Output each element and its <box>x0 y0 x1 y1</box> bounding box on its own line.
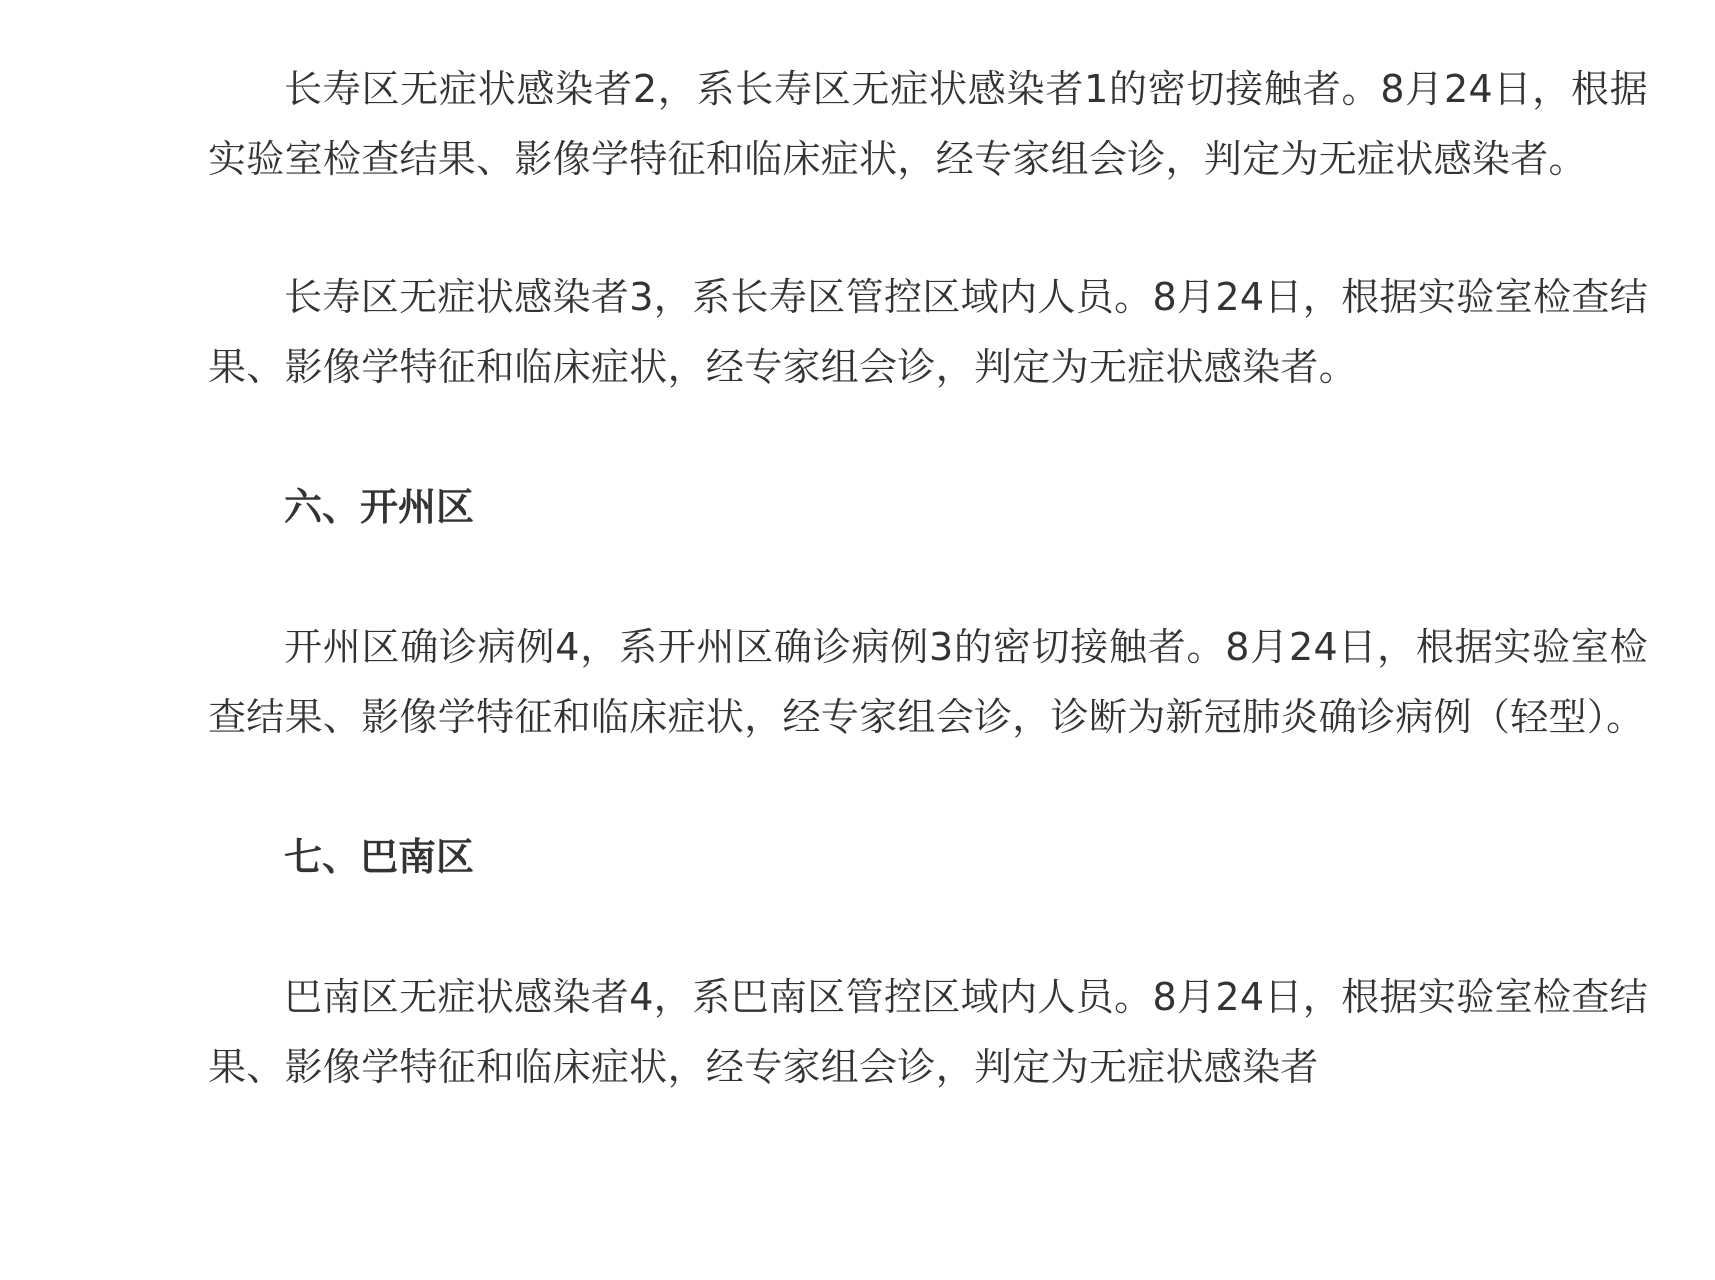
spacer <box>208 752 1648 822</box>
paragraph-changshou-case-3: 长寿区无症状感染者3，系长寿区管控区域内人员。8月24日，根据实验室检查结果、影像学特征和临床症状，经专家组会诊，判定为无症状感染者。 <box>208 275 1648 389</box>
bottom-fade <box>0 1220 1715 1280</box>
section-heading-banan: 七、巴南区 <box>284 835 475 879</box>
section-heading-kaizhou: 六、开州区 <box>284 485 475 529</box>
spacer <box>208 402 1648 472</box>
paragraph-changshou-case-2: 长寿区无症状感染者2，系长寿区无症状感染者1的密切接触者。8月24日，根据实验室检查结果、影像学特征和临床症状，经专家组会诊，判定为无症状感染者。 <box>208 67 1648 181</box>
spacer <box>208 194 1648 262</box>
paragraph-kaizhou-case-4: 开州区确诊病例4，系开州区确诊病例3的密切接触者。8月24日，根据实验室检查结果、影像学特征和临床症状，经专家组会诊，诊断为新冠肺炎确诊病例（轻型）。 <box>208 625 1648 739</box>
spacer <box>208 542 1648 612</box>
spacer <box>208 892 1648 962</box>
paragraph-banan-case-4: 巴南区无症状感染者4，系巴南区管控区域内人员。8月24日，根据实验室检查结果、影像学特征和临床症状，经专家组会诊，判定为无症状感染者 <box>208 975 1648 1089</box>
article-body <box>208 54 1648 1102</box>
